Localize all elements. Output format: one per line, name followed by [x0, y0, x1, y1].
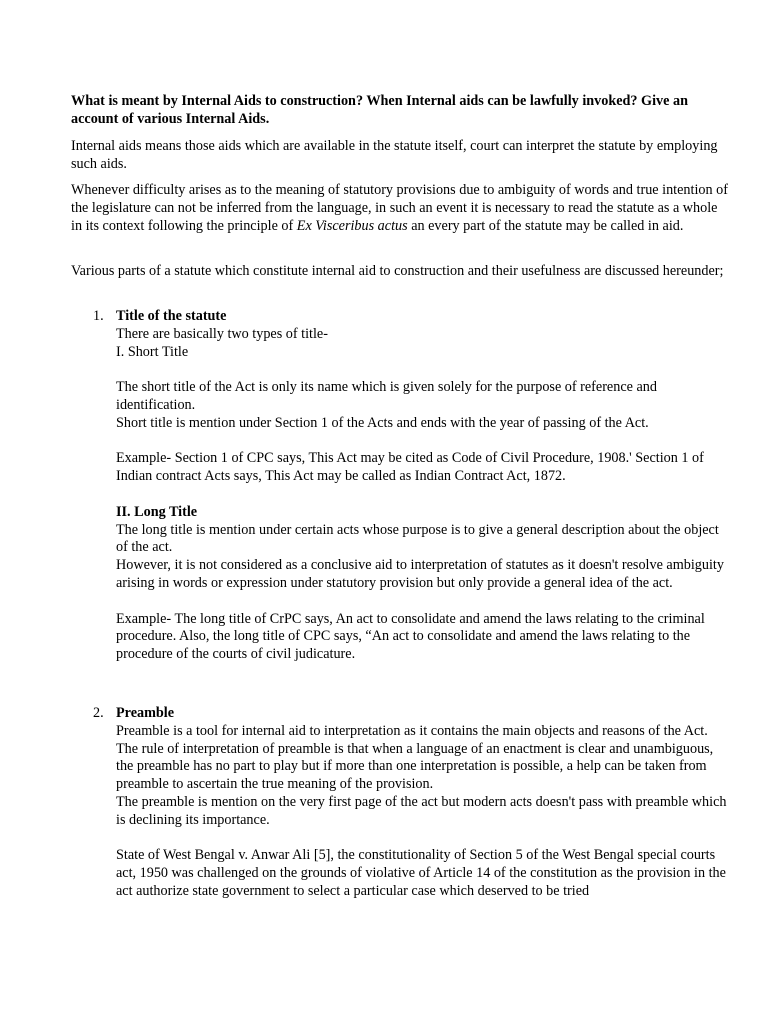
paragraph-parts-intro: Various parts of a statute which constitute internal aid to construction and their usefulness are discussed hereunder;	[71, 263, 724, 279]
paragraph-difficulty	[71, 182, 731, 235]
item1-long-title-label: II. Long Title	[116, 503, 198, 520]
list-item-preamble	[116, 705, 728, 901]
item2-heading: Preamble	[116, 705, 175, 721]
item1-short-title-paragraph-2: Short title is mention under Section 1 of the Acts and ends with the year of passing of the Act.	[116, 414, 649, 431]
para2-text-before: Whenever difficulty arises as to the meaning of statutory provisions due to ambiguity of words and true intention of the legislature can not be inferred from the language, in such an event it is necessary to read the statute as a whole in its context following the principle of	[71, 182, 728, 234]
item1-intro: There are basically two types of title-	[116, 325, 328, 342]
item1-long-title-paragraph-2: However, it is not considered as a conclusive aid to interpretation of statutes as it doesn't resolve ambiguity arising in words or expression under statutory provision but only provide a general idea of the act.	[116, 557, 724, 591]
item1-heading: Title of the statute	[116, 308, 227, 324]
item1-short-title-label: I. Short Title	[116, 343, 189, 360]
item2-paragraph-1: Preamble is a tool for internal aid to interpretation as it contains the main objects and reasons of the Act.	[116, 722, 708, 739]
list-number-2: 2.	[93, 705, 104, 721]
question-heading: What is meant by Internal Aids to construction? When Internal aids can be lawfully invoked? Give an account of various Internal Aids.	[71, 93, 688, 127]
item1-short-title-paragraph-1: The short title of the Act is only its name which is given solely for the purpose of reference and identification.	[116, 379, 657, 413]
item1-long-title-paragraph-1: The long title is mention under certain acts whose purpose is to give a general description about the object of the act.	[116, 521, 719, 556]
paragraph-internal-aids-definition: Internal aids means those aids which are available in the statute itself, court can interpret the statute by employing such aids.	[71, 138, 718, 172]
item2-case-paragraph: State of West Bengal v. Anwar Ali [5], the constitutionality of Section 5 of the West Bengal special courts act, 1950 was challenged on the grounds of violative of Article 14 of the constitution as the provision in the act authorize state government to select a particular case which deserved to be tried	[116, 847, 726, 899]
item1-short-title-example: Example- Section 1 of CPC says, This Act may be cited as Code of Civil Procedure, 1908.' Section 1 of Indian contract Acts says, This Act may be called as Indian Contract Act, 1872.	[116, 450, 704, 485]
item2-paragraph-3: The preamble is mention on the very first page of the act but modern acts doesn't pass with preamble which is declining its importance.	[116, 793, 727, 828]
list-item-title-of-statute	[116, 308, 728, 664]
item2-paragraph-2: The rule of interpretation of preamble is that when a language of an enactment is clear and unambiguous, the preamble has no part to play but if more than one interpretation is possible, a help can be taken from preamble to ascertain the true meaning of the provision.	[116, 740, 714, 793]
list-number-1: 1.	[93, 308, 104, 324]
para2-text-after: an every part of the statute may be called in aid.	[407, 217, 684, 234]
para2-latin-term: Ex Visceribus actus	[296, 217, 408, 234]
item1-long-title-example: Example- The long title of CrPC says, An act to consolidate and amend the laws relating to the criminal procedure. Also, the long title of CPC says, “An act to consolidate and amend the laws relating to the procedure of the courts of civil judicature.	[116, 610, 705, 663]
